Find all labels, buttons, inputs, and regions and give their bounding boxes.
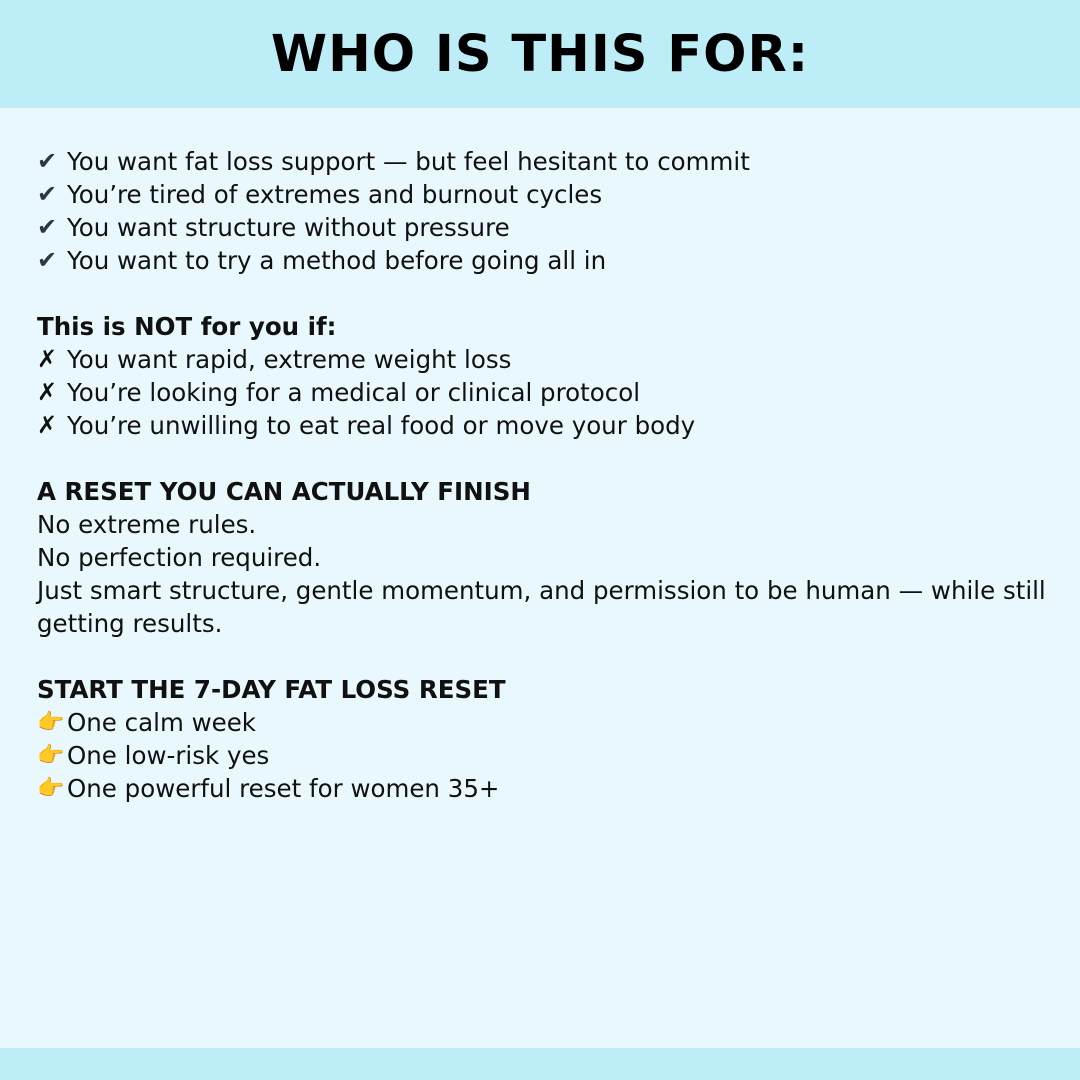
list-item-text: You want fat loss support — but feel hesitant to commit <box>67 147 750 176</box>
pointing-hand-icon: 👉 <box>37 710 65 735</box>
list-item-text: One calm week <box>67 708 256 737</box>
section-heading: A RESET YOU CAN ACTUALLY FINISH <box>37 477 531 506</box>
list-item <box>37 376 1047 409</box>
main-content <box>37 145 1047 805</box>
check-icon: ✔ <box>37 213 58 241</box>
spacer <box>37 640 1047 673</box>
section-heading: START THE 7-DAY FAT LOSS RESET <box>37 675 506 704</box>
list-item <box>37 343 1047 376</box>
check-icon: ✔ <box>37 246 58 274</box>
list-item-text: One powerful reset for women 35+ <box>67 774 500 803</box>
cross-icon: ✗ <box>37 378 58 406</box>
list-item <box>37 772 1047 805</box>
footer-bar <box>0 1048 1080 1080</box>
for-list <box>37 145 1047 277</box>
list-item-text: You’re unwilling to eat real food or move your body <box>67 411 696 440</box>
list-item <box>37 739 1047 772</box>
not-for-section <box>37 310 1047 442</box>
reset-section <box>37 475 1047 640</box>
list-item-text: You’re looking for a medical or clinical protocol <box>67 378 640 407</box>
pointing-hand-icon: 👉 <box>37 776 65 801</box>
list-item <box>37 244 1047 277</box>
check-icon: ✔ <box>37 180 58 208</box>
start-section <box>37 673 1047 805</box>
list-item-text: You want structure without pressure <box>67 213 510 242</box>
cross-icon: ✗ <box>37 411 58 439</box>
cross-icon: ✗ <box>37 345 58 373</box>
body-text: No perfection required. <box>37 543 322 572</box>
list-item <box>37 409 1047 442</box>
section-heading: This is NOT for you if: <box>37 312 337 341</box>
list-item-text: You’re tired of extremes and burnout cycles <box>67 180 603 209</box>
page-title: WHO IS THIS FOR: <box>270 24 810 84</box>
list-item <box>37 706 1047 739</box>
list-item <box>37 145 1047 178</box>
check-icon: ✔ <box>37 147 58 175</box>
list-item-text: You want to try a method before going all in <box>67 246 607 275</box>
spacer <box>37 442 1047 475</box>
list-item <box>37 211 1047 244</box>
pointing-hand-icon: 👉 <box>37 743 65 768</box>
body-text: No extreme rules. <box>37 510 257 539</box>
list-item-text: One low-risk yes <box>67 741 270 770</box>
body-text: Just smart structure, gentle momentum, and permission to be human — while still getting results. <box>37 576 1046 638</box>
list-item-text: You want rapid, extreme weight loss <box>67 345 512 374</box>
header-bar <box>0 0 1080 108</box>
list-item <box>37 178 1047 211</box>
spacer <box>37 277 1047 310</box>
